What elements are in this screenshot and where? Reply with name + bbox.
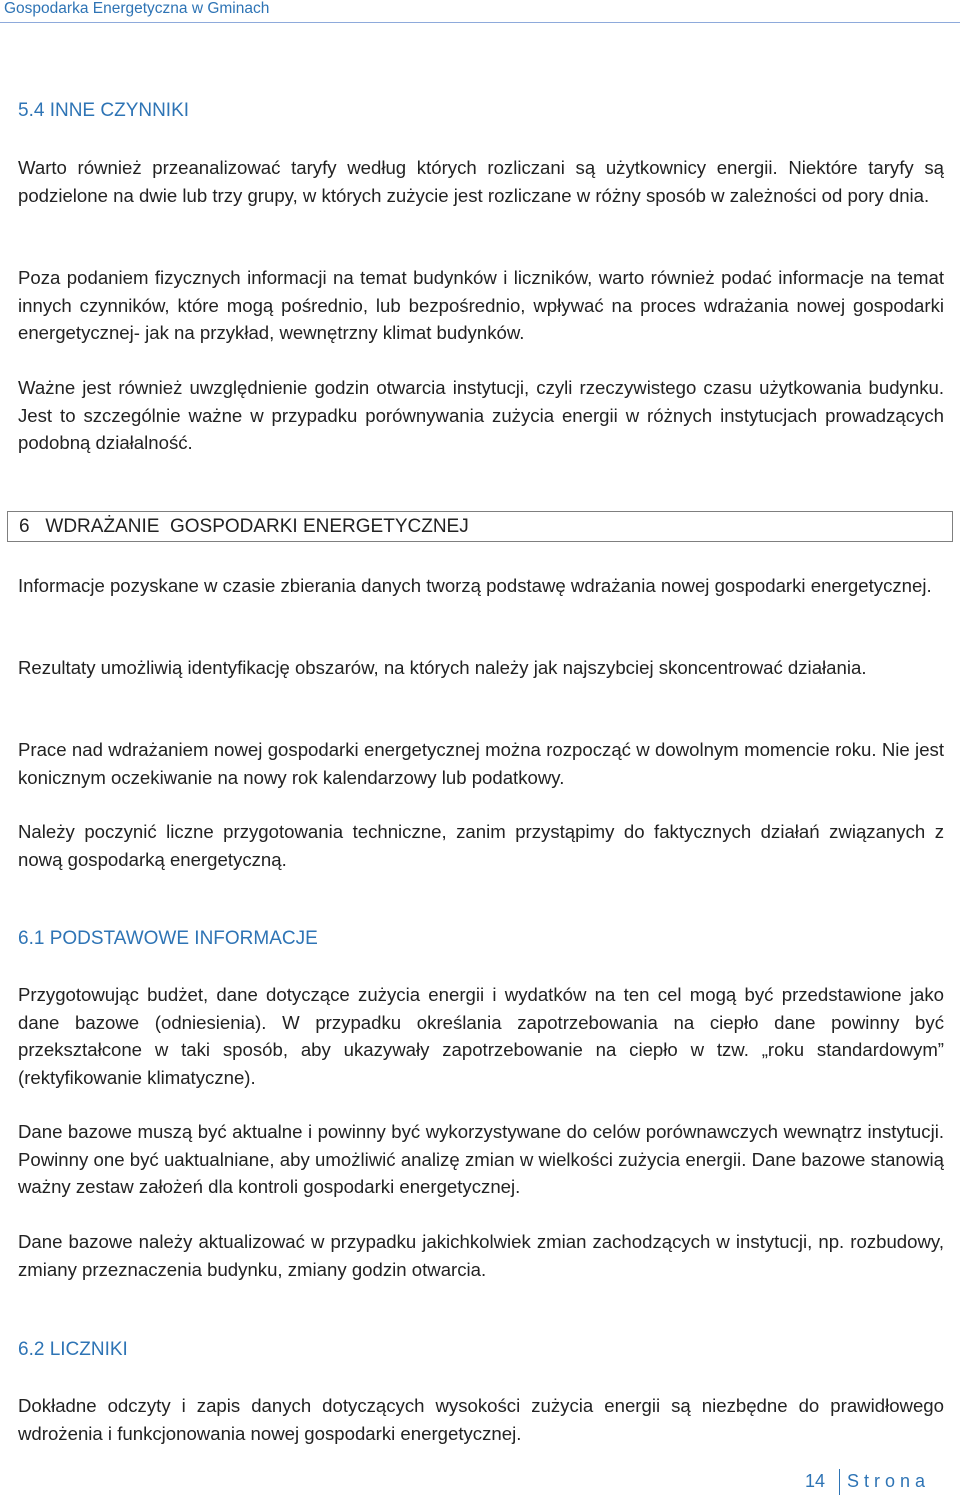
footer-divider: [839, 1469, 840, 1495]
paragraph: Dane bazowe muszą być aktualne i powinny być wykorzystywane do celów porównawczych wewnątrz instytucji. Powinny one być uaktualniane, aby umożliwić analizę zmian w wielkości zużycia energii. Dane bazowe stanowią ważny zestaw założeń dla kontroli gospodarki energetycznej.: [18, 1121, 944, 1197]
paragraph: Dokładne odczyty i zapis danych dotyczących wysokości zużycia energii są niezbędne do prawidłowego wdrożenia i funkcjonowania nowej gospodarki energetycznej.: [18, 1395, 944, 1444]
paragraph: Przygotowując budżet, dane dotyczące zużycia energii i wydatków na ten cel mogą być przedstawione jako dane bazowe (odniesienia). W przypadku określania zapotrzebowania na ciepło dane powinny być przekształcone w taki sposób, aby ukazywały zapotrzebowanie na ciepło w tzw. „roku standardowym” (rektyfikowanie klimatyczne).: [18, 984, 944, 1088]
page-number: 14: [805, 1471, 826, 1491]
paragraph: Ważne jest również uwzględnienie godzin otwarcia instytucji, czyli rzeczywistego czasu użytkowania budynku. Jest to szczególnie ważne w przypadku porównywania zużycia energii w różnych instytucjach prowadzących podobną działalność.: [18, 377, 944, 453]
page-word: Strona: [847, 1471, 931, 1491]
paragraph: Informacje pozyskane w czasie zbierania danych tworzą podstawę wdrażania nowej gospodarki energetycznej.: [18, 575, 932, 596]
page-footer: [800, 1469, 950, 1495]
paragraph: Należy poczynić liczne przygotowania techniczne, zanim przystąpimy do faktycznych działań związanych z nową gospodarką energetyczną.: [18, 821, 944, 870]
chapter-heading-box: [7, 511, 953, 542]
paragraph: Rezultaty umożliwią identyfikację obszarów, na których należy jak najszybciej skoncentrować działania.: [18, 657, 867, 678]
section-heading-6-2: 6.2 LICZNIKI: [18, 1339, 128, 1360]
paragraph: Warto również przeanalizować taryfy według których rozliczani są użytkownicy energii. Niektóre taryfy są podzielone na dwie lub trzy grupy, w których zużycie jest rozliczane w różny sposób w zależności od pory dnia.: [18, 157, 944, 206]
chapter-heading-6: 6 WDRAŻANIE GOSPODARKI ENERGETYCZNEJ: [19, 516, 469, 537]
paragraph: Prace nad wdrażaniem nowej gospodarki energetycznej można rozpocząć w dowolnym momencie roku. Nie jest konicznym oczekiwanie na nowy rok kalendarzowy lub podatkowy.: [18, 739, 944, 788]
header-title: Gospodarka Energetyczna w Gminach: [4, 0, 270, 17]
paragraph: Poza podaniem fizycznych informacji na temat budynków i liczników, warto również podać informacje na temat innych czynników, które mogą pośrednio, lub bezpośrednio, wpływać na proces wdrażania nowej gospodarki energetycznej- jak na przykład, wewnętrzny klimat budynków.: [18, 267, 944, 343]
page-header: [0, 0, 960, 23]
paragraph: Dane bazowe należy aktualizować w przypadku jakichkolwiek zmian zachodzących w instytucji, np. rozbudowy, zmiany przeznaczenia budynku, zmiany godzin otwarcia.: [18, 1231, 944, 1280]
section-heading-5-4: 5.4 INNE CZYNNIKI: [18, 100, 190, 121]
section-heading-6-1: 6.1 PODSTAWOWE INFORMACJE: [18, 928, 318, 949]
